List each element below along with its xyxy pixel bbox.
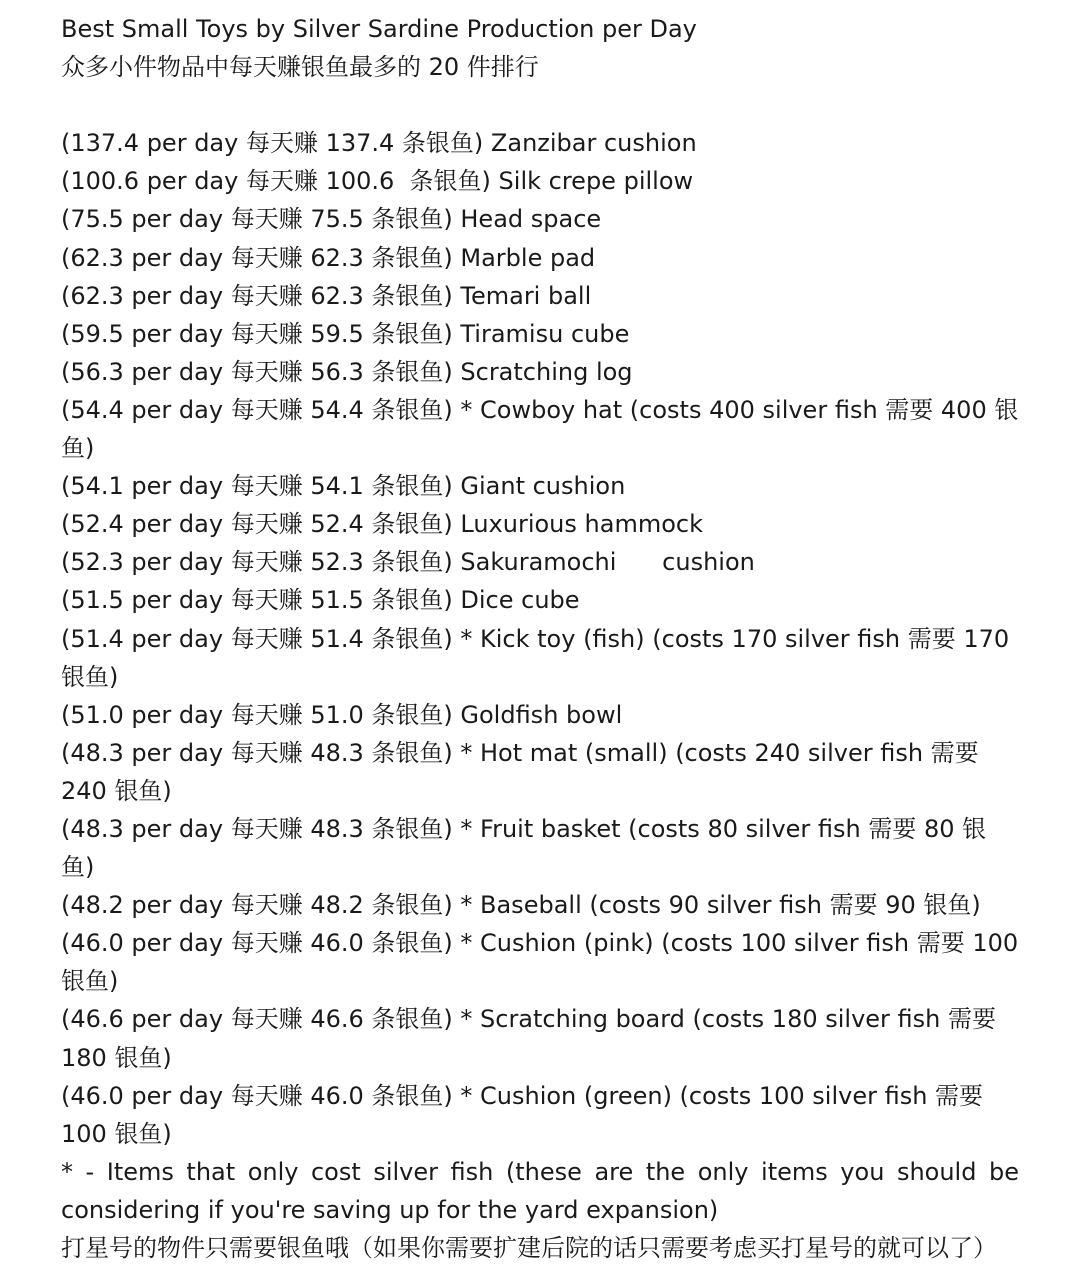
list-item: (54.4 per day 每天赚 54.4 条银鱼) * Cowboy hat (costs 400 silver fish 需要 400 银鱼): [61, 395, 1019, 463]
list-item: (51.5 per day 每天赚 51.5 条银鱼) Dice cube: [61, 586, 580, 615]
list-item: (51.4 per day 每天赚 51.4 条银鱼) * Kick toy (fish) (costs 170 silver fish 需要 170 银鱼): [61, 624, 1017, 691]
list-item: (56.3 per day 每天赚 56.3 条银鱼) Scratching log: [61, 357, 633, 386]
list-item: (75.5 per day 每天赚 75.5 条银鱼) Head space: [61, 205, 602, 234]
list-item: (52.3 per day 每天赚 52.3 条银鱼) Sakuramochi cushion: [61, 548, 755, 577]
blank-line: [61, 86, 1019, 124]
ranking-list: [61, 124, 1026, 1153]
footnote-chinese: 打星号的物件只需要银鱼哦（如果你需要扩建后院的话只需要考虑买打星号的就可以了）: [61, 1234, 997, 1262]
list-item: (48.3 per day 每天赚 48.3 条银鱼) * Fruit basket (costs 80 silver fish 需要 80 银鱼): [61, 814, 987, 882]
title-chinese: 众多小件物品中每天赚银鱼最多的 20 件排行: [61, 53, 539, 82]
list-item: (48.3 per day 每天赚 48.3 条银鱼) * Hot mat (small) (costs 240 silver fish 需要 240 银鱼): [61, 738, 987, 805]
list-item: (46.0 per day 每天赚 46.0 条银鱼) * Cushion (pink) (costs 100 silver fish 需要 100 银鱼): [61, 929, 1026, 996]
document-body: [61, 10, 1026, 1267]
list-item: (100.6 per day 每天赚 100.6 条银鱼) Silk crepe pillow: [61, 167, 694, 196]
list-item: (51.0 per day 每天赚 51.0 条银鱼) Goldfish bowl: [61, 700, 623, 729]
list-item: (46.0 per day 每天赚 46.0 条银鱼) * Cushion (green) (costs 100 silver fish 需要 100 银鱼): [61, 1081, 991, 1148]
list-item: (54.1 per day 每天赚 54.1 条银鱼) Giant cushion: [61, 472, 626, 501]
list-item: (62.3 per day 每天赚 62.3 条银鱼) Marble pad: [61, 243, 596, 272]
list-item: (137.4 per day 每天赚 137.4 条银鱼) Zanzibar cushion: [61, 129, 697, 158]
list-item: (48.2 per day 每天赚 48.2 条银鱼) * Baseball (costs 90 silver fish 需要 90 银鱼): [61, 891, 981, 920]
list-item: (62.3 per day 每天赚 62.3 条银鱼) Temari ball: [61, 281, 592, 310]
footnote-english: * - Items that only cost silver fish (these are the only items you should be considering if you're saving up for the yard expansion): [61, 1157, 1019, 1224]
list-item: (59.5 per day 每天赚 59.5 条银鱼) Tiramisu cube: [61, 319, 630, 348]
title-english: Best Small Toys by Silver Sardine Production per Day: [61, 15, 697, 43]
list-item: (52.4 per day 每天赚 52.4 条银鱼) Luxurious hammock: [61, 510, 703, 539]
list-item: (46.6 per day 每天赚 46.6 条银鱼) * Scratching board (costs 180 silver fish 需要 180 银鱼): [61, 1005, 1004, 1072]
